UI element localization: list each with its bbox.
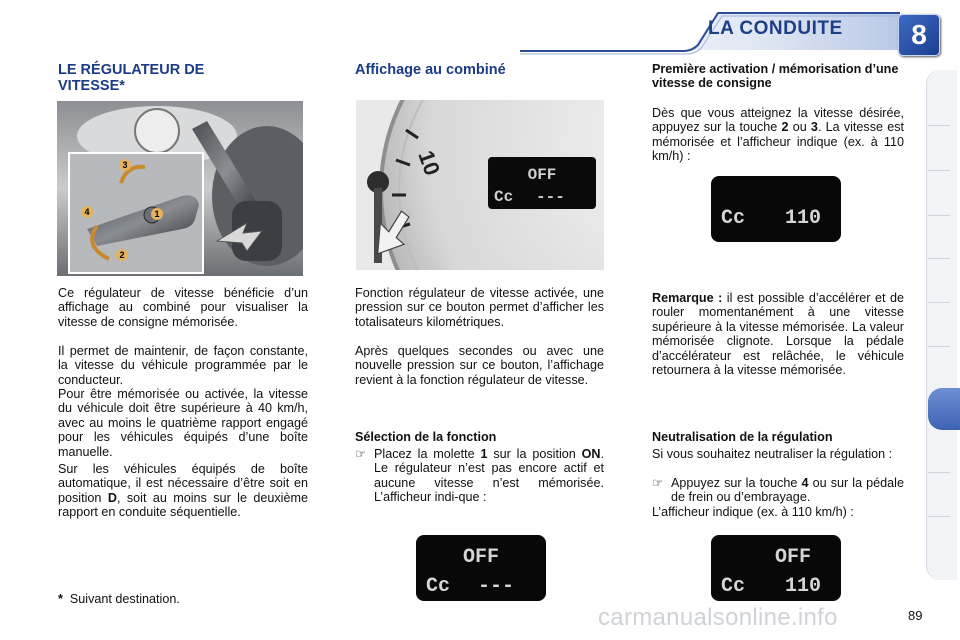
cruise-control-stalk-photo [57,101,303,276]
lcd-speed-text: --- [478,575,515,598]
heading-line: LE RÉGULATEUR DE [58,62,205,78]
lcd-off-text: OFF [527,166,557,184]
lcd-cc-text: Cc [721,575,746,598]
list-item [652,476,904,505]
hand-pointer-icon: ☞ [652,476,664,490]
lcd-cc-text: Cc [494,188,514,206]
lcd-speed-text: 110 [785,575,822,598]
text-run: Sur les véhicules équipés de boîte automatique, il est nécessaire d’être soit en position [58,462,308,505]
watermark: carmanualsonline.info [598,604,838,631]
rail-divider [928,258,950,259]
lcd-speed-text: --- [536,188,565,206]
gauge-number: 10 [413,147,446,179]
chapter-tab-rail [926,70,957,580]
text-run: Appuyez sur la touche [671,476,802,490]
lcd-off-text: OFF [774,546,812,569]
gear-position-d: D [107,490,117,505]
text-run: ou [788,120,811,135]
section-heading: Affichage au combiné [355,62,506,78]
figure-label-2: 2 [119,250,125,260]
footnote-marker: * [58,592,63,606]
figure-label-1: 1 [154,209,160,219]
rail-divider [928,302,950,303]
lcd-off-text: OFF [462,546,500,569]
text-run: Placez la molette [374,447,481,461]
list-item [355,447,604,505]
chapter-tab-active[interactable] [928,388,960,430]
paragraph: Pour être mémorisée ou activée, la vitesse du véhicule doit être supérieure à 40 km/h, avec au moins le quatrième rapport engagé pour les véhicules équipés d’une boîte manuelle. [58,387,308,459]
lcd-speed-text: 110 [785,207,822,230]
subheading: Neutralisation de la régulation [652,430,833,444]
paragraph: L’afficheur indique (ex. à 110 km/h) : [652,505,854,519]
page-number: 89 [908,608,923,623]
lcd-display-off-speed [711,535,841,601]
figure-label-4: 4 [84,207,90,217]
instrument-cluster-photo [356,100,604,270]
rail-divider [928,472,950,473]
paragraph: Ce régulateur de vitesse bénéficie d’un affichage au combiné pour visualiser la vitesse de consigne mémorisée. [58,286,308,329]
chapter-title: LA CONDUITE [708,18,843,39]
footnote-text: Suivant destination. [69,592,180,606]
paragraph: Fonction régulateur de vitesse activée, une pression sur ce bouton permet d’afficher les totalisateurs kilométriques. [355,286,604,329]
paragraph: Après quelques secondes ou avec une nouvelle pression sur ce bouton, l’affichage revient à la fonction régulateur de vitesse. [355,344,604,387]
button-number: 3 [810,120,818,135]
button-number: 2 [781,120,789,135]
position-label: ON [581,447,601,461]
rail-divider [928,125,950,126]
text-run: . La vitesse est mémorisée et l’afficheur indique (ex. à 110 km/h) : [652,120,905,164]
paragraph [652,106,904,164]
rail-divider [928,346,950,347]
paragraph [58,462,308,520]
footnote [58,592,308,606]
lcd-display-off-idle [416,535,546,601]
text-run: Dès que vous atteignez la vitesse désirée, appuyez sur la touche [652,106,904,135]
rail-divider [928,170,950,171]
lcd-cc-text: Cc [721,207,746,230]
section-heading [58,62,298,94]
text-run: ou sur la pédale de frein ou d’embrayage. [671,476,904,505]
subheading: Première activation / mémorisation d’une vitesse de consigne [652,62,899,90]
lcd-cc-text: Cc [426,575,451,598]
heading-line: VITESSE* [58,78,125,94]
chapter-number-badge: 8 [898,14,940,56]
rail-divider [928,215,950,216]
text-run: , soit au moins sur le deuxième rapport en conduite séquentielle. [58,490,308,520]
button-number: 4 [801,476,809,490]
lcd-display-speed-stored [711,176,841,242]
paragraph: Si vous souhaitez neutraliser la régulation : [652,447,893,461]
text-run: sur la position [487,447,582,461]
text-run: il est possible d’accélérer et de rouler momentanément à une vitesse supérieure à la vitesse mémorisée. La valeur mémorisée clignote. Lorsque la pédale d’accélérateur est relâchée, le véhicule retournera à la vitesse mémorisée. [652,291,904,378]
figure-label-3: 3 [122,160,128,170]
subheading: Sélection de la fonction [355,430,497,444]
remark-label: Remarque : [652,291,723,305]
control-number: 1 [480,447,488,461]
rail-divider [928,516,950,517]
paragraph: Il permet de maintenir, de façon constante, la vitesse du véhicule programmée par le conducteur. [58,344,308,387]
hand-pointer-icon: ☞ [355,447,367,461]
remark-paragraph [652,291,904,377]
text-run: . Le régulateur n’est pas encore actif et aucune vitesse n’est mémorisée. L’afficheur indi-que : [374,447,604,505]
